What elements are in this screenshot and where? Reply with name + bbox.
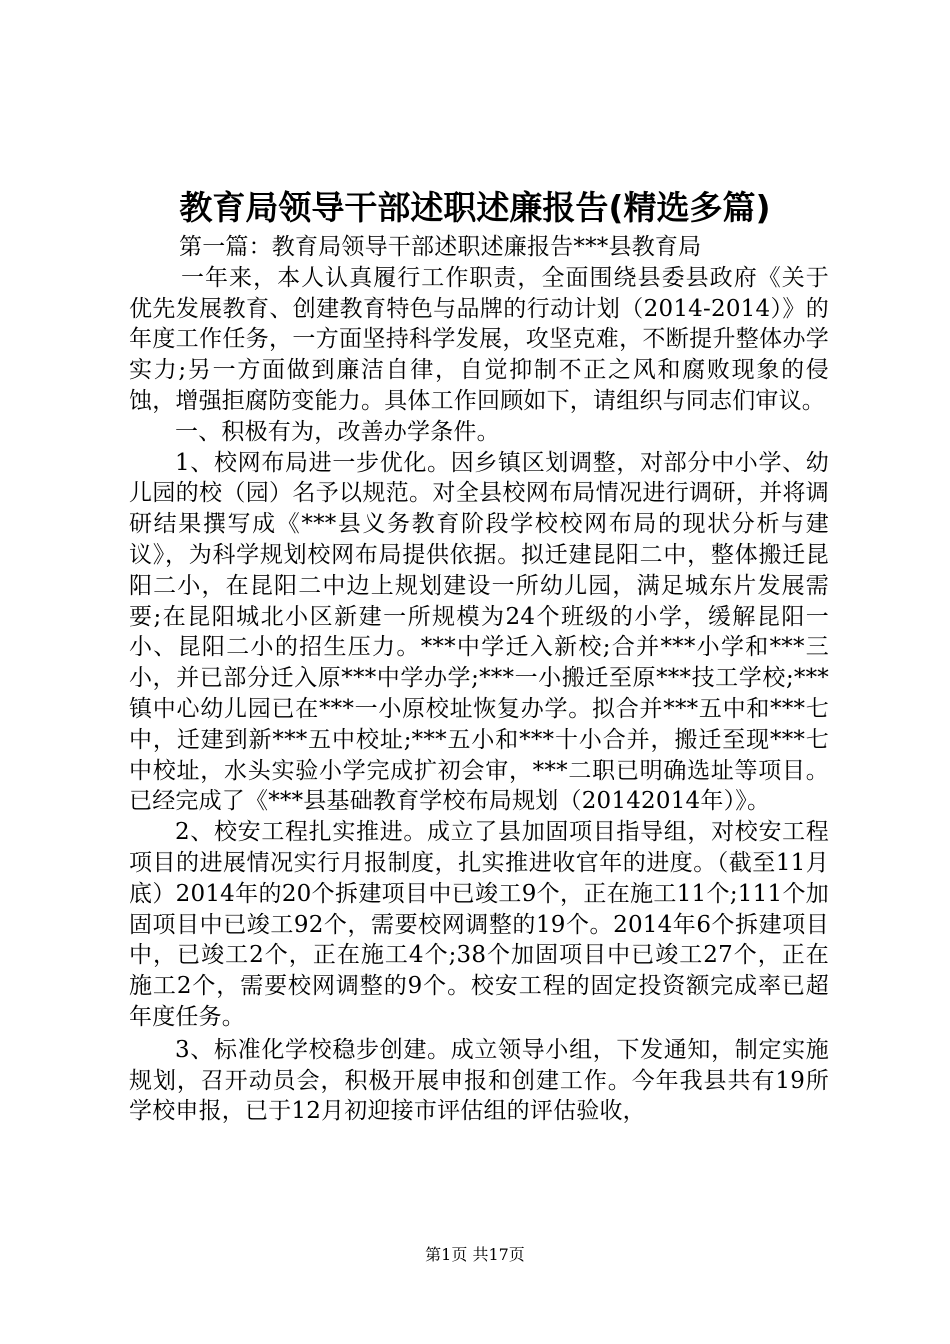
paragraph-item-1: 1、校网布局进一步优化。因乡镇区划调整，对部分中小学、幼儿园的校（园）名予以规范。对全县校网布局情况进行调研，并将调研结果撰写成《***县义务教育阶段学校校网布局的现状分析与建议》，为科学规划校网布局提供依据。拟迁建昆阳二中，整体搬迁昆阳二小，在昆阳二中边上规划建设一所幼儿园，满足城东片发展需要;在昆阳城北小区新建一所规模为24个班级的小学，缓解昆阳一小、昆阳二小的招生压力。***中学迁入新校;合并***小学和***三小，并已部分迁入原***中学办学;***一小搬迁至原***技工学校;***镇中心幼儿园已在***一小原校址恢复办学。拟合并***五中和***七中，迁建到新***五中校址;***五小和***十小合并，搬迁至现***七中校址，水头实验小学完成扩初会审，***二职已明确选址等项目。已经完成了《***县基础教育学校布局规划（20142014年）》。 xyxy=(129,449,829,815)
document-body xyxy=(129,232,829,1127)
section-heading-one: 一、积极有为，改善办学条件。 xyxy=(175,418,500,445)
paragraph-item-3: 3、标准化学校稳步创建。成立领导小组，下发通知，制定实施规划，召开动员会，积极开展申报和创建工作。今年我县共有19所学校申报，已于12月初迎接市评估组的评估验收， xyxy=(129,1036,829,1125)
document-title: 教育局领导干部述职述廉报告(精选多篇) xyxy=(179,188,771,227)
page-number-footer: 第1页 共17页 xyxy=(425,1245,525,1264)
paragraph-item-2: 2、校安工程扎实推进。成立了县加固项目指导组，对校安工程项目的进展情况实行月报制度，扎实推进收官年的进度。（截至11月底）2014年的20个拆建项目中已竣工9个，正在施工11个;111个加固项目中已竣工92个，需要校网调整的19个。2014年6个拆建项目中，已竣工2个，正在施工4个;38个加固项目中已竣工27个，正在施工2个，需要校网调整的9个。校安工程的固定投资额完成率已超年度任务。 xyxy=(129,819,829,1030)
intro-paragraph: 一年来，本人认真履行工作职责，全面围绕县委县政府《关于优先发展教育、创建教育特色与品牌的行动计划（2014-2014）》的年度工作任务，一方面坚持科学发展，攻坚克难，不断提升整体办学实力;另一方面做到廉洁自律，自觉抑制不正之风和腐败现象的侵蚀，增强拒腐防变能力。具体工作回顾如下，请组织与同志们审议。 xyxy=(129,264,829,414)
section-heading-first: 第一篇：教育局领导干部述职述廉报告***县教育局 xyxy=(179,234,702,260)
